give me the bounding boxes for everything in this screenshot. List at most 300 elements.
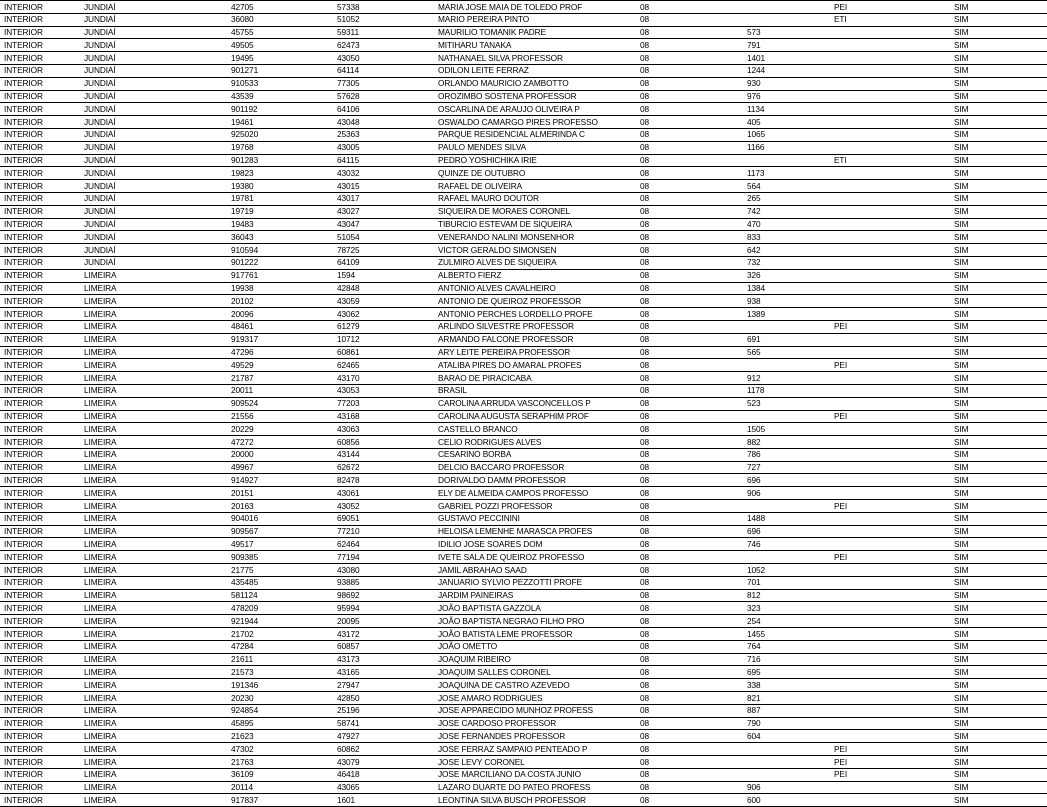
grade-cell: 08: [636, 141, 743, 154]
region-cell: INTERIOR: [0, 397, 80, 410]
status-cell: SIM: [950, 704, 1047, 717]
unit-code-cell: 77305: [333, 77, 434, 90]
unit-code-cell: 64115: [333, 154, 434, 167]
city-cell: LIMEIRA: [80, 576, 227, 589]
table-row: [0, 244, 1047, 257]
table-row: [0, 653, 1047, 666]
grade-cell: 08: [636, 436, 743, 449]
grade-cell: 08: [636, 26, 743, 39]
unit-code-cell: 43027: [333, 205, 434, 218]
status-cell: SIM: [950, 244, 1047, 257]
status-cell: SIM: [950, 512, 1047, 525]
status-cell: SIM: [950, 436, 1047, 449]
city-cell: LIMEIRA: [80, 295, 227, 308]
program-cell: [830, 256, 950, 269]
grade-cell: 08: [636, 640, 743, 653]
region-cell: INTERIOR: [0, 628, 80, 641]
region-cell: INTERIOR: [0, 52, 80, 65]
program-cell: PEI: [830, 410, 950, 423]
school-code-cell: 20096: [227, 308, 333, 321]
school-name-cell: JOSE LEVY CORONEL: [434, 756, 636, 769]
unit-code-cell: 77203: [333, 397, 434, 410]
number-cell: 1455: [743, 628, 830, 641]
number-cell: 786: [743, 448, 830, 461]
region-cell: INTERIOR: [0, 26, 80, 39]
table-row: [0, 781, 1047, 794]
number-cell: 1505: [743, 423, 830, 436]
table-row: [0, 269, 1047, 282]
school-code-cell: 919317: [227, 333, 333, 346]
table-row: [0, 103, 1047, 116]
number-cell: 695: [743, 666, 830, 679]
unit-code-cell: 43063: [333, 423, 434, 436]
program-cell: [830, 244, 950, 257]
school-code-cell: 19495: [227, 52, 333, 65]
number-cell: 790: [743, 717, 830, 730]
number-cell: 265: [743, 192, 830, 205]
region-cell: INTERIOR: [0, 39, 80, 52]
table-row: [0, 218, 1047, 231]
table-row: [0, 448, 1047, 461]
grade-cell: 08: [636, 180, 743, 193]
school-code-cell: 924854: [227, 704, 333, 717]
program-cell: [830, 589, 950, 602]
school-code-cell: 910533: [227, 77, 333, 90]
school-code-cell: 19938: [227, 282, 333, 295]
table-row: [0, 640, 1047, 653]
school-name-cell: CELIO RODRIGUES ALVES: [434, 436, 636, 449]
school-name-cell: JAMIL ABRAHAO SAAD: [434, 564, 636, 577]
unit-code-cell: 64106: [333, 103, 434, 116]
school-table-body: [0, 1, 1047, 807]
city-cell: LIMEIRA: [80, 487, 227, 500]
table-row: [0, 743, 1047, 756]
region-cell: INTERIOR: [0, 448, 80, 461]
number-cell: 732: [743, 256, 830, 269]
city-cell: LIMEIRA: [80, 525, 227, 538]
table-row: [0, 692, 1047, 705]
city-cell: JUNDIAÍ: [80, 244, 227, 257]
grade-cell: 08: [636, 205, 743, 218]
region-cell: INTERIOR: [0, 717, 80, 730]
table-row: [0, 13, 1047, 26]
region-cell: INTERIOR: [0, 231, 80, 244]
city-cell: LIMEIRA: [80, 615, 227, 628]
program-cell: [830, 231, 950, 244]
table-row: [0, 717, 1047, 730]
school-code-cell: 921944: [227, 615, 333, 628]
city-cell: JUNDIAÍ: [80, 128, 227, 141]
school-code-cell: 20102: [227, 295, 333, 308]
table-row: [0, 564, 1047, 577]
grade-cell: 08: [636, 538, 743, 551]
program-cell: [830, 448, 950, 461]
city-cell: LIMEIRA: [80, 423, 227, 436]
school-name-cell: JARDIM PAINEIRAS: [434, 589, 636, 602]
number-cell: [743, 768, 830, 781]
school-name-cell: NATHANAEL SILVA PROFESSOR: [434, 52, 636, 65]
grade-cell: 08: [636, 167, 743, 180]
unit-code-cell: 43059: [333, 295, 434, 308]
city-cell: LIMEIRA: [80, 372, 227, 385]
number-cell: [743, 500, 830, 513]
status-cell: SIM: [950, 372, 1047, 385]
program-cell: [830, 116, 950, 129]
grade-cell: 08: [636, 576, 743, 589]
city-cell: LIMEIRA: [80, 653, 227, 666]
grade-cell: 08: [636, 308, 743, 321]
status-cell: SIM: [950, 756, 1047, 769]
region-cell: INTERIOR: [0, 320, 80, 333]
number-cell: 1384: [743, 282, 830, 295]
unit-code-cell: 43015: [333, 180, 434, 193]
unit-code-cell: 93885: [333, 576, 434, 589]
number-cell: 523: [743, 397, 830, 410]
school-code-cell: 901192: [227, 103, 333, 116]
table-row: [0, 205, 1047, 218]
number-cell: 405: [743, 116, 830, 129]
status-cell: SIM: [950, 128, 1047, 141]
program-cell: [830, 384, 950, 397]
grade-cell: 08: [636, 384, 743, 397]
city-cell: LIMEIRA: [80, 474, 227, 487]
region-cell: INTERIOR: [0, 551, 80, 564]
unit-code-cell: 62464: [333, 538, 434, 551]
program-cell: ETI: [830, 13, 950, 26]
table-row: [0, 180, 1047, 193]
program-cell: [830, 781, 950, 794]
grade-cell: 08: [636, 781, 743, 794]
school-name-cell: JOÃO BAPTISTA NEGRAO FILHO PRO: [434, 615, 636, 628]
program-cell: [830, 666, 950, 679]
program-cell: [830, 512, 950, 525]
grade-cell: 08: [636, 244, 743, 257]
status-cell: SIM: [950, 525, 1047, 538]
unit-code-cell: 43062: [333, 308, 434, 321]
city-cell: LIMEIRA: [80, 692, 227, 705]
table-row: [0, 512, 1047, 525]
number-cell: 1401: [743, 52, 830, 65]
unit-code-cell: 51054: [333, 231, 434, 244]
table-row: [0, 116, 1047, 129]
grade-cell: 08: [636, 589, 743, 602]
status-cell: SIM: [950, 167, 1047, 180]
unit-code-cell: 77194: [333, 551, 434, 564]
grade-cell: 08: [636, 653, 743, 666]
school-name-cell: SIQUEIRA DE MORAES CORONEL: [434, 205, 636, 218]
school-code-cell: 901222: [227, 256, 333, 269]
table-row: [0, 192, 1047, 205]
school-name-cell: JOSE AMARO RODRIGUES: [434, 692, 636, 705]
city-cell: LIMEIRA: [80, 359, 227, 372]
number-cell: 1052: [743, 564, 830, 577]
unit-code-cell: 43017: [333, 192, 434, 205]
status-cell: SIM: [950, 39, 1047, 52]
status-cell: SIM: [950, 679, 1047, 692]
number-cell: [743, 551, 830, 564]
school-code-cell: 47302: [227, 743, 333, 756]
region-cell: INTERIOR: [0, 564, 80, 577]
unit-code-cell: 43047: [333, 218, 434, 231]
school-code-cell: 910594: [227, 244, 333, 257]
school-code-cell: 21775: [227, 564, 333, 577]
table-row: [0, 423, 1047, 436]
region-cell: INTERIOR: [0, 653, 80, 666]
status-cell: SIM: [950, 448, 1047, 461]
table-row: [0, 525, 1047, 538]
status-cell: SIM: [950, 474, 1047, 487]
unit-code-cell: 43173: [333, 653, 434, 666]
grade-cell: 08: [636, 256, 743, 269]
program-cell: [830, 538, 950, 551]
school-name-cell: JANUARIO SYLVIO PEZZOTTI PROFE: [434, 576, 636, 589]
unit-code-cell: 1601: [333, 794, 434, 807]
school-code-cell: 909524: [227, 397, 333, 410]
number-cell: 600: [743, 794, 830, 807]
grade-cell: 08: [636, 154, 743, 167]
school-name-cell: ATALIBA PIRES DO AMARAL PROFES: [434, 359, 636, 372]
number-cell: 882: [743, 436, 830, 449]
school-name-cell: ALBERTO FIERZ: [434, 269, 636, 282]
region-cell: INTERIOR: [0, 640, 80, 653]
region-cell: INTERIOR: [0, 295, 80, 308]
region-cell: INTERIOR: [0, 500, 80, 513]
status-cell: SIM: [950, 218, 1047, 231]
school-code-cell: 19461: [227, 116, 333, 129]
school-code-cell: 909567: [227, 525, 333, 538]
grade-cell: 08: [636, 64, 743, 77]
number-cell: 906: [743, 781, 830, 794]
number-cell: 833: [743, 231, 830, 244]
school-name-cell: PAULO MENDES SILVA: [434, 141, 636, 154]
program-cell: PEI: [830, 743, 950, 756]
program-cell: [830, 461, 950, 474]
unit-code-cell: 43080: [333, 564, 434, 577]
city-cell: JUNDIAÍ: [80, 103, 227, 116]
school-name-cell: JOSE FERRAZ SAMPAIO PENTEADO P: [434, 743, 636, 756]
unit-code-cell: 25196: [333, 704, 434, 717]
region-cell: INTERIOR: [0, 436, 80, 449]
program-cell: [830, 423, 950, 436]
region-cell: INTERIOR: [0, 423, 80, 436]
program-cell: [830, 576, 950, 589]
number-cell: 930: [743, 77, 830, 90]
school-code-cell: 49505: [227, 39, 333, 52]
city-cell: LIMEIRA: [80, 628, 227, 641]
school-code-cell: 20229: [227, 423, 333, 436]
region-cell: INTERIOR: [0, 679, 80, 692]
program-cell: [830, 180, 950, 193]
program-cell: [830, 692, 950, 705]
unit-code-cell: 43052: [333, 500, 434, 513]
unit-code-cell: 62473: [333, 39, 434, 52]
city-cell: JUNDIAÍ: [80, 90, 227, 103]
status-cell: SIM: [950, 653, 1047, 666]
table-row: [0, 679, 1047, 692]
number-cell: [743, 359, 830, 372]
school-name-cell: ORLANDO MAURICIO ZAMBOTTO: [434, 77, 636, 90]
program-cell: [830, 717, 950, 730]
status-cell: SIM: [950, 717, 1047, 730]
table-row: [0, 39, 1047, 52]
unit-code-cell: 43032: [333, 167, 434, 180]
unit-code-cell: 1594: [333, 269, 434, 282]
program-cell: [830, 653, 950, 666]
region-cell: INTERIOR: [0, 589, 80, 602]
number-cell: [743, 410, 830, 423]
grade-cell: 08: [636, 128, 743, 141]
city-cell: JUNDIAÍ: [80, 231, 227, 244]
number-cell: 1389: [743, 308, 830, 321]
school-code-cell: 42705: [227, 1, 333, 14]
school-code-cell: 19781: [227, 192, 333, 205]
table-row: [0, 410, 1047, 423]
program-cell: [830, 730, 950, 743]
grade-cell: 08: [636, 461, 743, 474]
program-cell: [830, 64, 950, 77]
city-cell: LIMEIRA: [80, 410, 227, 423]
number-cell: [743, 13, 830, 26]
school-name-cell: GUSTAVO PECCININI: [434, 512, 636, 525]
table-row: [0, 64, 1047, 77]
school-name-cell: MARIO PEREIRA PINTO: [434, 13, 636, 26]
city-cell: LIMEIRA: [80, 269, 227, 282]
unit-code-cell: 98692: [333, 589, 434, 602]
program-cell: [830, 52, 950, 65]
school-name-cell: JOSE MARCILIANO DA COSTA JUNIO: [434, 768, 636, 781]
city-cell: JUNDIAÍ: [80, 192, 227, 205]
school-name-cell: ANTONIO ALVES CAVALHEIRO: [434, 282, 636, 295]
program-cell: PEI: [830, 756, 950, 769]
status-cell: SIM: [950, 743, 1047, 756]
unit-code-cell: 62672: [333, 461, 434, 474]
school-code-cell: 20114: [227, 781, 333, 794]
grade-cell: 08: [636, 679, 743, 692]
grade-cell: 08: [636, 743, 743, 756]
program-cell: PEI: [830, 320, 950, 333]
school-name-cell: TIBURCIO ESTEVAM DE SIQUEIRA: [434, 218, 636, 231]
city-cell: LIMEIRA: [80, 794, 227, 807]
unit-code-cell: 64109: [333, 256, 434, 269]
status-cell: SIM: [950, 730, 1047, 743]
school-name-cell: ARY LEITE PEREIRA PROFESSOR: [434, 346, 636, 359]
school-name-cell: JOÃO BATISTA LEME PROFESSOR: [434, 628, 636, 641]
number-cell: 691: [743, 333, 830, 346]
status-cell: SIM: [950, 295, 1047, 308]
region-cell: INTERIOR: [0, 282, 80, 295]
status-cell: SIM: [950, 500, 1047, 513]
city-cell: JUNDIAÍ: [80, 141, 227, 154]
city-cell: JUNDIAÍ: [80, 205, 227, 218]
school-name-cell: HELOISA LEMENHE MARASCA PROFES: [434, 525, 636, 538]
unit-code-cell: 57338: [333, 1, 434, 14]
city-cell: LIMEIRA: [80, 308, 227, 321]
grade-cell: 08: [636, 282, 743, 295]
unit-code-cell: 43053: [333, 384, 434, 397]
region-cell: INTERIOR: [0, 205, 80, 218]
table-row: [0, 666, 1047, 679]
status-cell: SIM: [950, 487, 1047, 500]
grade-cell: 08: [636, 602, 743, 615]
table-row: [0, 474, 1047, 487]
region-cell: INTERIOR: [0, 103, 80, 116]
region-cell: INTERIOR: [0, 743, 80, 756]
school-code-cell: 47284: [227, 640, 333, 653]
program-cell: [830, 218, 950, 231]
unit-code-cell: 58741: [333, 717, 434, 730]
status-cell: SIM: [950, 90, 1047, 103]
region-cell: INTERIOR: [0, 781, 80, 794]
city-cell: LIMEIRA: [80, 436, 227, 449]
school-name-cell: CESARINO BORBA: [434, 448, 636, 461]
school-name-cell: ZULMIRO ALVES DE SIQUEIRA: [434, 256, 636, 269]
school-code-cell: 914927: [227, 474, 333, 487]
status-cell: SIM: [950, 423, 1047, 436]
status-cell: SIM: [950, 628, 1047, 641]
grade-cell: 08: [636, 372, 743, 385]
region-cell: INTERIOR: [0, 768, 80, 781]
table-row: [0, 256, 1047, 269]
grade-cell: 08: [636, 346, 743, 359]
table-row: [0, 551, 1047, 564]
table-row: [0, 487, 1047, 500]
grade-cell: 08: [636, 269, 743, 282]
school-name-cell: MARIA JOSE MAIA DE TOLEDO PROF: [434, 1, 636, 14]
program-cell: [830, 679, 950, 692]
grade-cell: 08: [636, 116, 743, 129]
program-cell: [830, 39, 950, 52]
city-cell: LIMEIRA: [80, 666, 227, 679]
region-cell: INTERIOR: [0, 192, 80, 205]
unit-code-cell: 62465: [333, 359, 434, 372]
region-cell: INTERIOR: [0, 372, 80, 385]
school-code-cell: 19380: [227, 180, 333, 193]
school-name-cell: JOSE CARDOSO PROFESSOR: [434, 717, 636, 730]
program-cell: [830, 615, 950, 628]
number-cell: 1065: [743, 128, 830, 141]
table-row: [0, 346, 1047, 359]
grade-cell: 08: [636, 512, 743, 525]
grade-cell: 08: [636, 487, 743, 500]
number-cell: 696: [743, 525, 830, 538]
program-cell: [830, 128, 950, 141]
number-cell: 1134: [743, 103, 830, 116]
city-cell: LIMEIRA: [80, 730, 227, 743]
school-code-cell: 909385: [227, 551, 333, 564]
status-cell: SIM: [950, 64, 1047, 77]
school-code-cell: 478209: [227, 602, 333, 615]
unit-code-cell: 43172: [333, 628, 434, 641]
grade-cell: 08: [636, 500, 743, 513]
status-cell: SIM: [950, 26, 1047, 39]
program-cell: [830, 564, 950, 577]
grade-cell: 08: [636, 423, 743, 436]
region-cell: INTERIOR: [0, 346, 80, 359]
program-cell: PEI: [830, 359, 950, 372]
region-cell: INTERIOR: [0, 474, 80, 487]
program-cell: [830, 487, 950, 500]
program-cell: [830, 192, 950, 205]
city-cell: LIMEIRA: [80, 640, 227, 653]
school-code-cell: 19719: [227, 205, 333, 218]
program-cell: PEI: [830, 500, 950, 513]
school-code-cell: 925020: [227, 128, 333, 141]
region-cell: INTERIOR: [0, 13, 80, 26]
number-cell: 254: [743, 615, 830, 628]
school-name-cell: ANTONIO PERCHES LORDELLO PROFE: [434, 308, 636, 321]
city-cell: JUNDIAÍ: [80, 154, 227, 167]
table-row: [0, 730, 1047, 743]
